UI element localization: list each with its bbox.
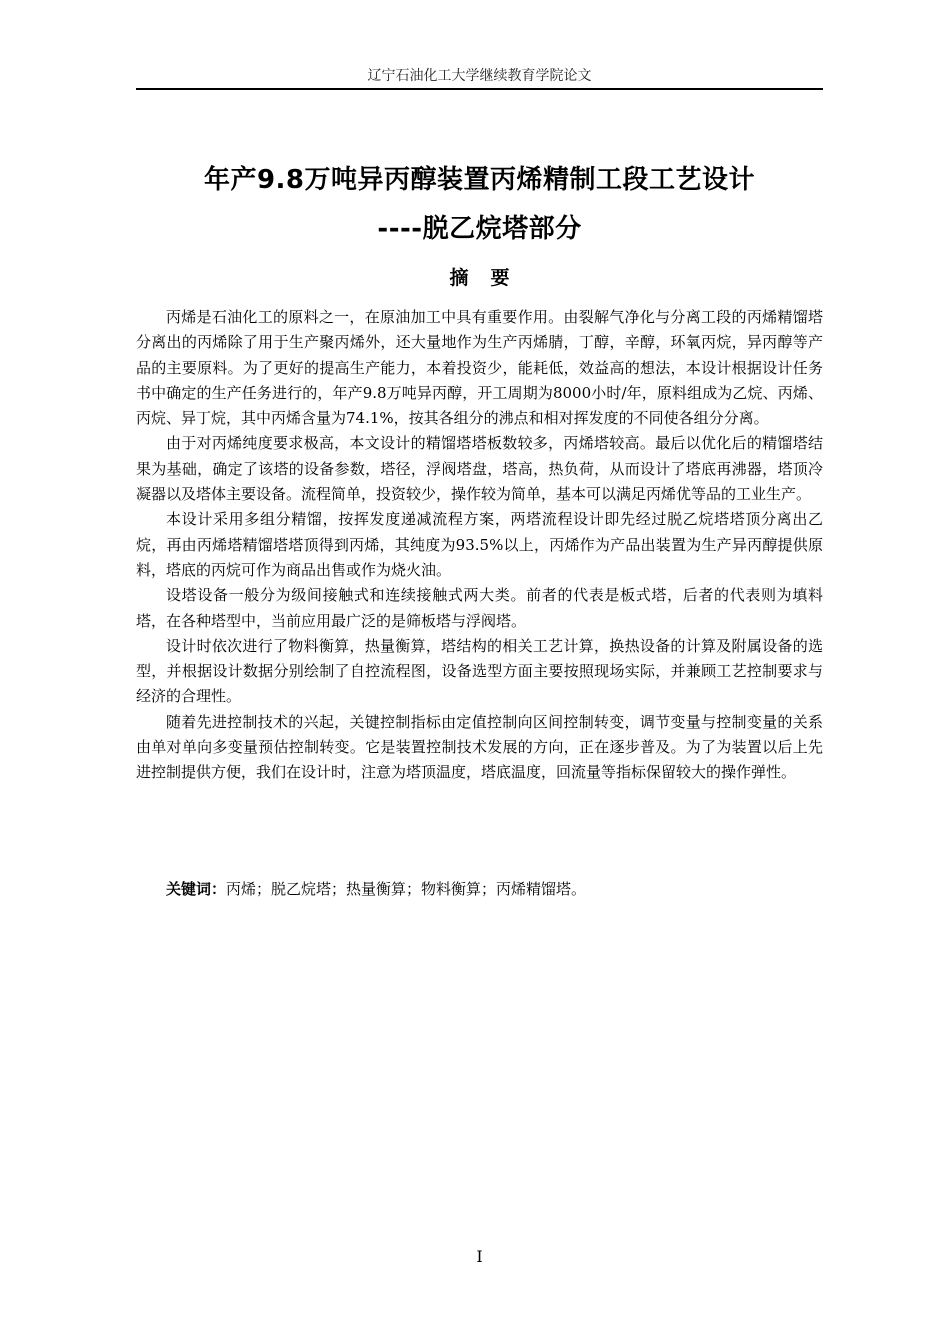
abstract-paragraph-6: 随着先进控制技术的兴起，关键控制指标由定值控制向区间控制转变，调节变量与控制变量的关系由单对单向多变量预估控制转变。它是装置控制技术发展的方向，正在逐步普及。为了为装置以后上先进控制提供方便，我们在设计时，注意为塔顶温度，塔底温度，回流量等指标保留较大的操作弹性。	[136, 712, 823, 782]
keywords-line	[136, 877, 823, 901]
running-header: 辽宁石油化工大学继续教育学院论文	[367, 68, 592, 84]
keywords-text: 丙烯；脱乙烷塔；热量衡算；物料衡算；丙烯精馏塔。	[226, 880, 587, 898]
abstract-paragraph-5: 设计时依次进行了物料衡算，热量衡算，塔结构的相关工艺计算，换热设备的计算及附属设备的选型，并根据设计数据分别绘制了自控流程图，设备选型方面主要按照现场实际，并兼顾工艺控制要求与经济的合理性。	[136, 636, 823, 706]
abstract-paragraph-4: 设塔设备一般分为级间接触式和连续接触式两大类。前者的代表是板式塔，后者的代表则为填料塔，在各种塔型中，当前应用最广泛的是筛板塔与浮阀塔。	[136, 586, 823, 630]
header-rule	[136, 88, 823, 90]
abstract-paragraph-2: 由于对丙烯纯度要求极高，本文设计的精馏塔塔板数较多，丙烯塔较高。最后以优化后的精馏塔结果为基础，确定了该塔的设备参数，塔径，浮阀塔盘，塔高，热负荷，从而设计了塔底再沸器，塔顶冷凝器以及塔体主要设备。流程简单，投资较少，操作较为简单，基本可以满足丙烯优等品的工业生产。	[136, 434, 823, 504]
abstract-paragraph-1: 丙烯是石油化工的原料之一，在原油加工中具有重要作用。由裂解气净化与分离工段的丙烯精馏塔分离出的丙烯除了用于生产聚丙烯外，还大量地作为生产丙烯腈，丁醇，辛醇，环氧丙烷，异丙醇等产品的主要原料。为了更好的提高生产能力，本着投资少，能耗低，效益高的想法，本设计根据设计任务书中确定的生产任务进行的，年产9.8万吨异丙醇，开工周期为8000小时/年，原料组成为乙烷、丙烯、丙烷、异丁烷，其中丙烯含量为74.1%，按其各组分的沸点和相对挥发度的不同使各组分分离。	[136, 308, 823, 428]
abstract-heading: 摘要	[449, 267, 532, 289]
abstract-body	[136, 305, 823, 786]
paper-subtitle: ----脱乙烷塔部分	[377, 214, 582, 244]
abstract-paragraph-3: 本设计采用多组分精馏，按挥发度递减流程方案，两塔流程设计即先经过脱乙烷塔塔顶分离出乙烷，再由丙烯塔精馏塔塔顶得到丙烯，其纯度为93.5%以上，丙烯作为产品出装置为生产异丙醇提供原料，塔底的丙烷可作为商品出售或作为烧火油。	[136, 510, 823, 579]
paper-title: 年产9.8万吨异丙醇装置丙烯精制工段工艺设计	[203, 165, 756, 195]
page-number: I	[476, 1247, 483, 1266]
keywords-label: 关键词：	[166, 880, 227, 898]
